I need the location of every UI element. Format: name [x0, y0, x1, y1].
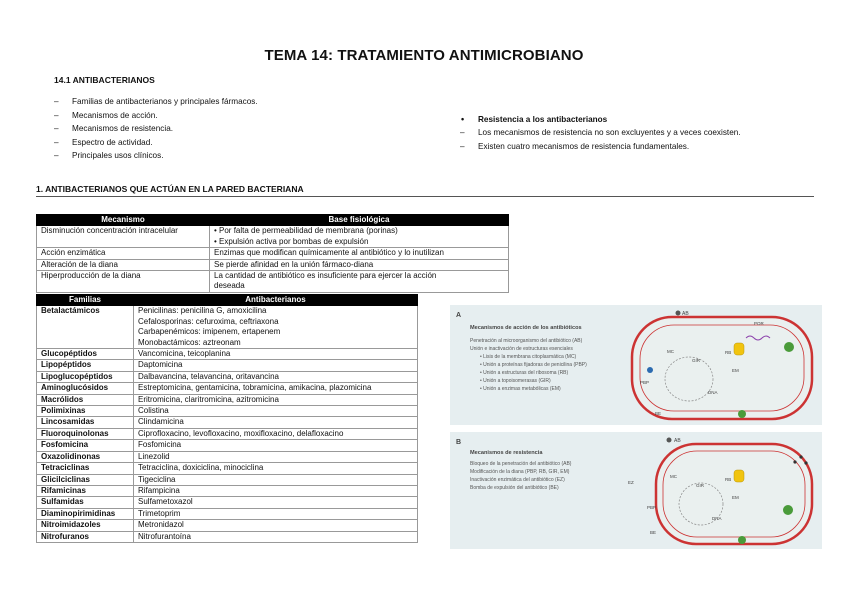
label-be-b: BE	[650, 530, 657, 535]
drugs-cell	[134, 406, 418, 417]
drugs-cell	[134, 485, 418, 496]
family-row	[37, 349, 418, 360]
figure-b-line: Inactivación enzimática del antibiótico (EZ)	[470, 477, 565, 483]
mechanism-row	[37, 259, 509, 270]
family-row	[37, 306, 418, 349]
basis-line: Enzimas que modifican químicamente al antibiótico y lo inutilizan	[214, 248, 444, 258]
family-row	[37, 497, 418, 508]
figure-a-line-2: Unión e inactivación de estructuras esenciales	[470, 346, 573, 352]
family-cell: Glucopéptidos	[37, 349, 134, 360]
family-row	[37, 394, 418, 405]
drugs-cell	[134, 394, 418, 405]
mechanism-cell: Hiperproducción de la diana	[37, 271, 210, 293]
basis-cell	[210, 226, 509, 248]
label-ab-b: AB	[674, 438, 681, 444]
family-cell: Nitroimidazoles	[37, 520, 134, 531]
family-cell: Diaminopirimidinas	[37, 508, 134, 519]
drugs-cell	[134, 383, 418, 394]
family-cell: Rifamicinas	[37, 485, 134, 496]
family-cell: Tetraciclinas	[37, 463, 134, 474]
drug-line: Estreptomicina, gentamicina, tobramicina, amikacina, plazomicina	[138, 383, 372, 393]
basis-cell	[210, 259, 509, 270]
efflux-pump	[738, 410, 746, 418]
resistance-heading: • Resistencia a los antibacterianos	[460, 115, 607, 124]
figure-b-diagram	[450, 432, 822, 549]
basis-line: La cantidad de antibiótico es insuficiente para ejercer la acción	[214, 271, 437, 281]
figure-b-letter: B	[456, 439, 462, 446]
family-row	[37, 440, 418, 451]
drug-line: Dalbavancina, telavancina, oritavancina	[138, 371, 279, 381]
drug-line: Tetraciclina, doxiciclina, minociclina	[138, 463, 264, 473]
drug-line: Tigeciclina	[138, 474, 176, 484]
family-row	[37, 371, 418, 382]
figure-b-title: Mecanismos de resistencia	[470, 450, 543, 456]
antibiotic-dot-b	[667, 438, 672, 443]
family-row	[37, 406, 418, 417]
family-row	[37, 520, 418, 531]
drug-line: Cefalosporinas: cefuroxima, ceftriaxona	[138, 316, 279, 326]
label-be: BE	[655, 411, 662, 416]
drugs-cell	[134, 463, 418, 474]
cell-wall-b	[656, 444, 812, 544]
label-mc: MC	[667, 349, 674, 354]
drugs-cell	[134, 508, 418, 519]
intro-list-item: – Principales usos clínicos.	[54, 149, 258, 163]
expelled-antibiotic-b	[793, 460, 796, 463]
figure-a-line-1: Penetración al microorganismo del antibiótico (AB)	[470, 338, 583, 344]
drug-line: Eritromicina, claritromicina, azitromicina	[138, 394, 279, 404]
family-row	[37, 508, 418, 519]
drug-line: Fosfomicina	[138, 440, 182, 450]
family-cell: Betalactámicos	[37, 306, 134, 349]
intro-list-item: – Mecanismos de resistencia.	[54, 122, 258, 136]
drugs-cell	[134, 451, 418, 462]
drugs-cell	[134, 497, 418, 508]
basis-cell	[210, 271, 509, 293]
intro-list-item: – Espectro de actividad.	[54, 136, 258, 150]
family-row	[37, 474, 418, 485]
families-table	[36, 294, 418, 543]
figure-a-bullet: • Unión a topoisomerasas (GIR)	[480, 378, 551, 384]
label-ez-b: EZ	[628, 480, 634, 485]
ribosome	[734, 343, 744, 355]
family-cell: Polimixinas	[37, 406, 134, 417]
family-cell: Sulfamidas	[37, 497, 134, 508]
family-cell: Nitrofuranos	[37, 531, 134, 542]
basis-header: Base fisiológica	[210, 215, 509, 226]
porin-b	[738, 536, 746, 544]
drug-line: Colistina	[138, 406, 169, 416]
label-pbp: PBP	[640, 380, 650, 385]
section-divider	[36, 196, 814, 197]
antibiotic-dot	[676, 311, 681, 316]
section-heading: 1. ANTIBACTERIANOS QUE ACTÚAN EN LA PARED BACTERIANA	[36, 184, 304, 194]
intro-list-item: – Familias de antibacterianos y principales fármacos.	[54, 95, 258, 109]
figure-a-title: Mecanismos de acción de los antibióticos	[470, 325, 582, 331]
intro-list	[54, 95, 258, 163]
drug-line: Monobactámicos: aztreonam	[138, 337, 241, 347]
porin	[784, 342, 794, 352]
mechanism-cell: Disminución concentración intracelular	[37, 226, 210, 248]
page-title: TEMA 14: TRATAMIENTO ANTIMICROBIANO	[264, 47, 584, 64]
label-pbp-b: PBP	[647, 505, 657, 510]
efflux-pump-b	[783, 505, 793, 515]
family-cell: Lipopéptidos	[37, 360, 134, 371]
figure-a-bullet: • Unión a proteínas fijadoras de penicilina (PBP)	[480, 362, 587, 368]
figure-a-letter: A	[456, 312, 462, 319]
drug-line: Clindamicina	[138, 417, 184, 427]
family-row	[37, 417, 418, 428]
label-por: POR	[754, 321, 764, 326]
family-cell: Fluoroquinolonas	[37, 428, 134, 439]
label-mc-b: MC	[670, 474, 677, 479]
family-row	[37, 451, 418, 462]
figure-b-line: Bomba de expulsión del antibiótico (BE)	[470, 485, 559, 491]
figure-a-bullet: • Unión a estructuras del ribosoma (RB)	[480, 370, 569, 376]
drugs-cell	[134, 349, 418, 360]
subsection-heading: 14.1 ANTIBACTERIANOS	[54, 75, 155, 85]
drugs-cell	[134, 306, 418, 349]
figure-a-bullet: • Unión a enzimas metabólicas (EM)	[480, 386, 561, 392]
family-cell: Lincosamidas	[37, 417, 134, 428]
drug-line: Carbapenémicos: imipenem, ertapenem	[138, 327, 281, 337]
basis-cell	[210, 248, 509, 259]
drugs-cell	[134, 531, 418, 542]
basis-line: deseada	[214, 281, 245, 291]
drug-line: Nitrofurantoína	[138, 531, 191, 541]
drug-line: Ciprofloxacino, levofloxacino, moxifloxacino, delafloxacino	[138, 428, 344, 438]
drug-line: Metronidazol	[138, 520, 184, 530]
figure-a-diagram	[450, 305, 822, 425]
drug-line: Rifampicina	[138, 485, 180, 495]
figure-b-line: Bloqueo de la penetración del antibiótico (AB)	[470, 461, 572, 467]
drug-line: Vancomicina, teicoplanina	[138, 349, 231, 359]
drugs-cell	[134, 520, 418, 531]
figure-a	[450, 305, 822, 425]
drugs-cell	[134, 417, 418, 428]
drugs-cell	[134, 440, 418, 451]
drugs-cell	[134, 371, 418, 382]
ribosome-b	[734, 470, 744, 482]
family-cell: Aminoglucósidos	[37, 383, 134, 394]
family-row	[37, 360, 418, 371]
basis-line: • Expulsión activa por bombas de expulsión	[214, 236, 369, 246]
family-cell: Macrólidos	[37, 394, 134, 405]
figure-a-bullet: • Lisis de la membrana citoplasmática (MC)	[480, 354, 577, 360]
pbp-marker	[647, 367, 653, 373]
family-row	[37, 428, 418, 439]
mechanism-table	[36, 214, 509, 293]
mechanism-cell: Alteración de la diana	[37, 259, 210, 270]
family-row	[37, 531, 418, 542]
resistance-list-item: – Existen cuatro mecanismos de resistencia fundamentales.	[460, 140, 741, 154]
drugs-cell	[134, 360, 418, 371]
drug-line: Linezolid	[138, 451, 170, 461]
label-dna: DNA	[708, 390, 718, 395]
label-rb: RB	[725, 350, 732, 355]
family-row	[37, 463, 418, 474]
expelled-antibiotic-b	[804, 461, 807, 464]
label-gir-b: GIR	[696, 483, 705, 488]
label-rb-b: RB	[725, 477, 732, 482]
family-row	[37, 485, 418, 496]
mechanism-header: Mecanismo	[37, 215, 210, 226]
drug-line: Daptomicina	[138, 360, 183, 370]
mechanism-row	[37, 226, 509, 248]
resistance-list	[460, 126, 741, 153]
basis-line: • Por falta de permeabilidad de membrana (porinas)	[214, 226, 398, 236]
basis-line: Se pierde afinidad en la unión fármaco-diana	[214, 259, 374, 269]
drugs-cell	[134, 474, 418, 485]
family-row	[37, 383, 418, 394]
figure-b-line: Modificación de la diana (PBP, RB, GIR, EM)	[470, 469, 570, 475]
figure-b	[450, 432, 822, 549]
label-em: EM	[732, 368, 739, 373]
family-cell: Lipoglucopéptidos	[37, 371, 134, 382]
label-ab: AB	[682, 311, 689, 317]
resistance-list-item: – Los mecanismos de resistencia no son excluyentes y a veces coexisten.	[460, 126, 741, 140]
mechanism-row	[37, 271, 509, 293]
mechanism-row	[37, 248, 509, 259]
intro-list-item: – Mecanismos de acción.	[54, 109, 258, 123]
drug-line: Sulfametoxazol	[138, 497, 193, 507]
family-cell: Oxazolidinonas	[37, 451, 134, 462]
antibacterials-header: Antibacterianos	[134, 295, 418, 306]
drugs-cell	[134, 428, 418, 439]
family-cell: Fosfomicina	[37, 440, 134, 451]
label-em-b: EM	[732, 495, 739, 500]
drug-line: Penicilinas: penicilina G, amoxicilina	[138, 306, 267, 316]
family-cell: Glicilciclinas	[37, 474, 134, 485]
label-gir: GIR	[692, 358, 701, 363]
label-dna-b: DNA	[712, 516, 722, 521]
expelled-antibiotic-b	[799, 455, 802, 458]
families-header: Familias	[37, 295, 134, 306]
cell-wall	[632, 317, 812, 419]
drug-line: Trimetoprim	[138, 508, 181, 518]
mechanism-cell: Acción enzimática	[37, 248, 210, 259]
